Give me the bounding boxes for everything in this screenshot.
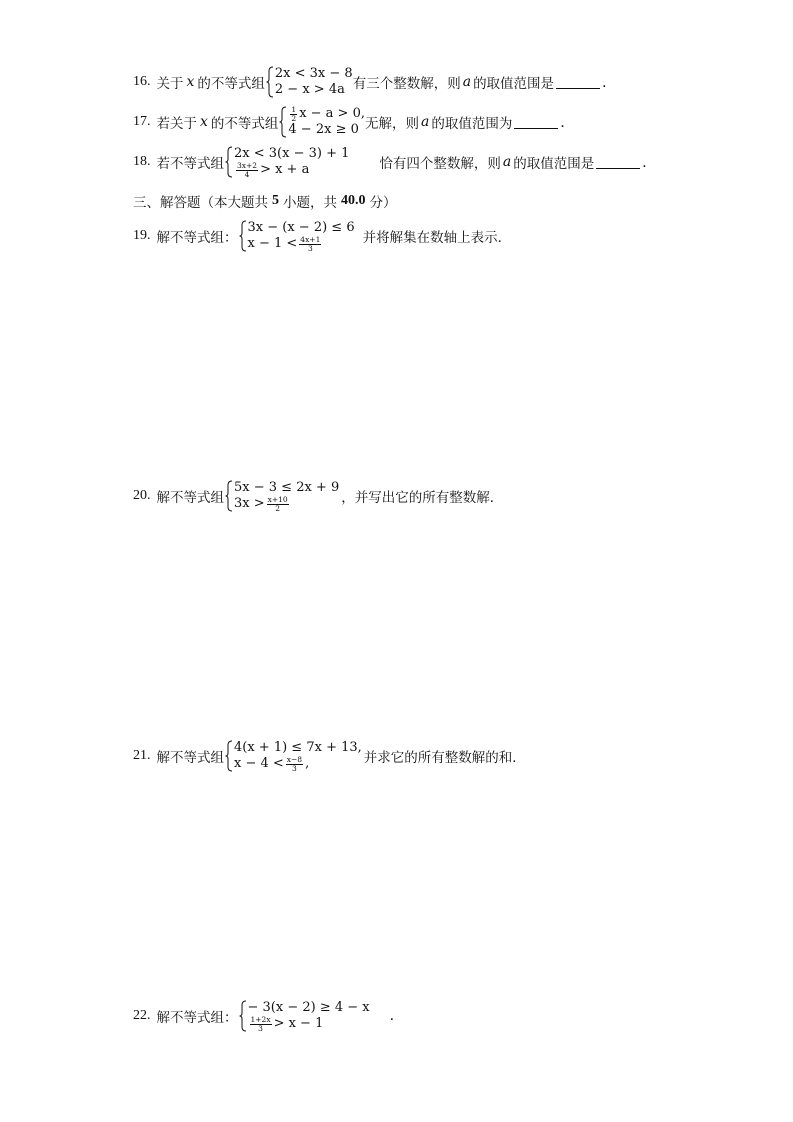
period: ． xyxy=(602,75,617,91)
question-18 xyxy=(133,146,656,178)
inequality-line: 3x > $\frac{x+10}{2}$ xyxy=(234,494,288,513)
inequality-line: 4(x + 1) ≤ 7x + 13, xyxy=(234,740,362,755)
inequality-line: $\frac{1}{2}$ x − a > 0, xyxy=(291,104,365,123)
question-number: 17. xyxy=(133,114,151,129)
period: . xyxy=(389,1008,395,1024)
inequality-line: 2x < 3(x − 3) + 1 xyxy=(234,146,350,161)
question-text: 有三个整数解，则 xyxy=(352,76,461,92)
question-text: 并求它的所有整数解的和． xyxy=(363,750,526,766)
question-text: 的取值范围是 xyxy=(513,156,595,172)
inequality-line: 3x − (x − 2) ≤ 6 xyxy=(247,220,355,235)
variable: x xyxy=(200,114,208,130)
fraction: $\frac{x-8}{3}$ xyxy=(286,754,303,773)
brace-icon xyxy=(225,740,233,772)
question-text: 的取值范围是 xyxy=(473,76,555,92)
question-21 xyxy=(133,740,526,772)
variable: x xyxy=(186,74,195,90)
question-text: 并将解集在数轴上表示． xyxy=(362,230,512,246)
section-text: 小题，共 xyxy=(283,195,337,211)
question-text: 的不等式组 xyxy=(197,76,265,92)
question-number: 21. xyxy=(133,748,151,763)
question-number: 16. xyxy=(133,74,151,89)
inequality-line: $\frac{3x+2}{4}$ > x + a xyxy=(237,160,310,179)
question-text: 的取值范围为 xyxy=(431,116,513,132)
question-text: 解不等式组 xyxy=(156,490,224,506)
question-16 xyxy=(133,66,616,98)
inequality-line: x − 1 < $\frac{4x+1}{3}$ xyxy=(247,234,321,253)
answer-blank[interactable] xyxy=(514,116,558,129)
question-number: 20. xyxy=(133,488,151,503)
brace-icon xyxy=(239,1000,247,1032)
brace-icon xyxy=(239,220,247,252)
fraction: $\frac{1+2x}{3}$ xyxy=(250,1014,271,1033)
period: ． xyxy=(560,115,575,131)
inequality-line: − 3(x − 2) ≥ 4 − x xyxy=(247,1000,370,1015)
section-heading xyxy=(133,191,397,211)
inequality-system xyxy=(288,106,365,138)
question-text: 解不等式组 xyxy=(156,750,224,766)
variable: a xyxy=(502,154,512,170)
question-number: 22. xyxy=(133,1008,151,1023)
section-text: 分） xyxy=(369,195,397,211)
question-text: 恰有四个整数解，则 xyxy=(379,156,501,172)
brace-icon xyxy=(225,480,233,512)
question-number: 18. xyxy=(133,154,151,169)
inequality-line: 2x < 3x − 8 xyxy=(274,66,353,81)
question-number: 19. xyxy=(133,228,151,243)
section-text: 三、解答题（本大题共 xyxy=(133,195,268,211)
answer-blank[interactable] xyxy=(556,76,600,89)
inequality-system xyxy=(234,146,349,178)
brace-icon xyxy=(225,146,233,178)
question-text: 解不等式组： xyxy=(156,230,238,246)
question-text: 若关于 xyxy=(156,116,197,132)
fraction: $\frac{3x+2}{4}$ xyxy=(237,160,258,179)
total-score: 40.0 xyxy=(341,193,366,208)
inequality-line: 5x − 3 ≤ 2x + 9 xyxy=(234,480,340,495)
inequality-line: 2 − x > 4a xyxy=(274,82,345,97)
question-text: 的不等式组 xyxy=(210,116,279,132)
question-text: 若不等式组 xyxy=(156,156,224,172)
inequality-system xyxy=(248,1000,370,1032)
question-20 xyxy=(133,480,503,512)
question-22 xyxy=(133,1000,394,1032)
fraction: $\frac{1}{2}$ xyxy=(291,104,297,123)
inequality-line: $\frac{1+2x}{3}$ > x − 1 xyxy=(250,1014,324,1033)
inequality-system xyxy=(275,66,353,98)
brace-icon xyxy=(279,106,287,138)
answer-blank[interactable] xyxy=(596,156,640,169)
inequality-line: x − 4 < $\frac{x-8}{3}$ , xyxy=(234,754,310,773)
question-text: ，并写出它的所有整数解． xyxy=(341,490,504,506)
question-text: 解不等式组： xyxy=(156,1010,238,1026)
fraction: $\frac{x+10}{2}$ xyxy=(267,494,288,513)
brace-icon xyxy=(266,66,274,98)
question-17 xyxy=(133,106,574,138)
inequality-system xyxy=(234,740,362,772)
question-text: 关于 xyxy=(156,76,184,92)
variable: a xyxy=(462,74,472,90)
inequality-system xyxy=(248,220,355,252)
period: ． xyxy=(642,155,657,171)
question-19 xyxy=(133,220,511,252)
inequality-system xyxy=(234,480,339,512)
question-text: 无解，则 xyxy=(365,116,419,132)
question-count: 5 xyxy=(272,193,279,208)
fraction: $\frac{4x+1}{3}$ xyxy=(300,234,321,253)
variable: a xyxy=(421,114,430,130)
inequality-line: 4 − 2x ≥ 0 xyxy=(288,122,359,137)
